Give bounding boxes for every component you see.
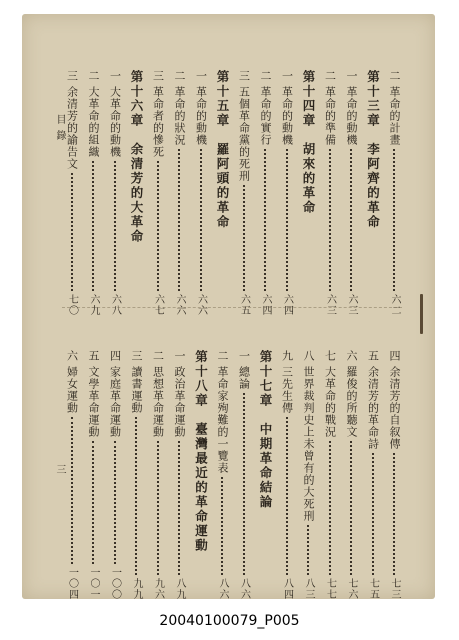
leader-dots [393, 453, 395, 575]
entry-page-number: 七六 [346, 578, 357, 600]
leader-dots [221, 477, 223, 575]
entry-title: 三先生傳 [280, 366, 294, 414]
toc-entry [257, 70, 273, 316]
entry-page-number: 六三 [346, 294, 357, 316]
toc-entry [386, 350, 402, 600]
leader-dots [71, 417, 73, 564]
entry-number: 九 [280, 350, 294, 362]
entry-title: 革命者的慘死 [151, 86, 165, 158]
leader-dots [243, 185, 245, 291]
entry-page-number: 八三 [303, 578, 314, 600]
toc-entry [236, 70, 252, 316]
chapter-heading: 第十七章 中期革命結論 [258, 350, 273, 510]
leader-dots [329, 149, 331, 291]
entry-title: 總論 [237, 366, 251, 390]
entry-number: 七 [323, 350, 337, 362]
entry-page-number: 七五 [367, 578, 379, 600]
entry-page-number: 六六 [174, 294, 185, 316]
entry-title: 讀書運動 [130, 366, 143, 414]
toc-entry [107, 350, 123, 600]
entry-page-number: 九六 [152, 578, 164, 600]
entry-page-number: 一〇四 [66, 567, 78, 600]
entry-page-number: 八六 [238, 578, 250, 600]
entry-title: 大革命的組織 [87, 86, 100, 158]
toc-entry [300, 350, 316, 600]
entry-page-number: 七七 [324, 578, 336, 600]
entry-number: 八 [302, 350, 315, 362]
leader-dots [350, 441, 352, 575]
leader-dots [393, 149, 395, 291]
toc-entry [343, 350, 359, 600]
book-page [22, 14, 435, 599]
entry-number: 四 [108, 350, 122, 362]
entry-title: 大革命的戰況 [323, 366, 337, 438]
chapter-heading: 第十四章 胡來的革命 [301, 70, 316, 215]
leader-dots [114, 161, 116, 291]
entry-number: 二 [173, 70, 186, 82]
entry-page-number: 八六 [217, 578, 228, 600]
toc-entry [214, 350, 230, 600]
entry-number: 一 [194, 70, 208, 82]
entry-page-number: 一〇一 [88, 567, 99, 600]
leader-dots [135, 417, 137, 575]
entry-number: 一 [237, 350, 251, 362]
entry-number: 二 [323, 70, 337, 82]
entry-title: 大革命的動機 [108, 86, 122, 158]
toc-entry [150, 70, 166, 316]
entry-page-number: 六四 [281, 294, 293, 316]
entry-number: 一 [173, 350, 186, 362]
toc-entry [322, 70, 338, 316]
leader-dots [71, 173, 73, 291]
leader-dots [157, 441, 159, 575]
entry-number: 二 [388, 70, 401, 82]
toc-entry [322, 350, 338, 600]
entry-number: 三 [151, 70, 165, 82]
entry-page-number: 八四 [281, 578, 293, 600]
page-fold-divider [62, 307, 402, 308]
toc-entry [85, 70, 101, 316]
leader-dots [264, 149, 266, 291]
entry-page-number: 六六 [195, 294, 207, 316]
entry-title: 革命家殉難的一覽表 [216, 366, 229, 474]
leader-dots [200, 149, 202, 291]
entry-title: 五個革命黨的死刑 [237, 86, 251, 182]
entry-title: 文學革命運動 [87, 366, 100, 438]
entry-number: 五 [87, 350, 100, 362]
entry-title: 余清芳的革命詩 [366, 366, 380, 450]
entry-number: 二 [259, 70, 272, 82]
toc-entry [85, 350, 101, 600]
entry-number: 四 [388, 350, 401, 362]
entry-page-number: 六二 [389, 294, 400, 316]
toc-entry [150, 350, 166, 600]
toc-entry [236, 350, 252, 600]
leader-dots [286, 417, 288, 575]
entry-title: 革命的動機 [194, 86, 208, 146]
chapter-heading: 第十五章 羅阿頭的革命 [215, 70, 230, 230]
toc-entry [386, 70, 402, 316]
toc-entry [279, 70, 295, 316]
entry-number: 六 [65, 350, 79, 362]
entry-number: 二 [87, 70, 100, 82]
leader-dots [372, 453, 374, 575]
leader-dots [92, 161, 94, 291]
toc-entry [343, 70, 359, 316]
entry-title: 余清芳的諭告文 [65, 86, 79, 170]
entry-title: 婦女運動 [65, 366, 79, 414]
entry-page-number: 六三 [324, 294, 336, 316]
side-page-number: 三 [54, 464, 65, 480]
entry-page-number: 六四 [260, 294, 271, 316]
toc-entry [279, 350, 295, 600]
entry-number: 五 [366, 350, 380, 362]
entry-number: 六 [345, 350, 358, 362]
leader-dots [157, 161, 159, 291]
leader-dots [307, 525, 309, 575]
entry-number: 二 [216, 350, 229, 362]
entry-title: 政治革命運動 [173, 366, 186, 438]
entry-title: 革命的動機 [345, 86, 358, 146]
leader-dots [350, 149, 352, 291]
leader-dots [178, 441, 180, 575]
entry-page-number: 七〇 [66, 294, 78, 316]
entry-title: 革命的準備 [323, 86, 337, 146]
entry-number: 二 [151, 350, 165, 362]
entry-number: 三 [237, 70, 251, 82]
toc-entry [171, 70, 187, 316]
leader-dots [178, 149, 180, 291]
entry-number: 三 [65, 70, 79, 82]
entry-title: 家庭革命運動 [108, 366, 122, 438]
entry-title: 革命的動機 [280, 86, 294, 146]
toc-entry [365, 350, 381, 600]
entry-page-number: 七三 [389, 578, 400, 600]
entry-title: 革命的實行 [259, 86, 272, 146]
entry-number: 一 [345, 70, 358, 82]
binding-staple [420, 294, 423, 334]
entry-title: 思想革命運動 [151, 366, 165, 438]
entry-page-number: 八九 [174, 578, 185, 600]
toc-entry [107, 70, 123, 316]
leader-dots [286, 149, 288, 291]
entry-page-number: 一〇〇 [109, 567, 121, 600]
toc-bottom-half [22, 314, 435, 599]
leader-dots [243, 393, 245, 575]
entry-page-number: 六五 [238, 294, 250, 316]
toc-entry [193, 70, 209, 316]
entry-title: 羅俊的所聽文 [345, 366, 358, 438]
entry-title: 世界裁判史上未曾有的大死刑 [302, 366, 315, 522]
entry-number: 一 [280, 70, 294, 82]
entry-number: 一 [108, 70, 122, 82]
entry-page-number: 六七 [152, 294, 164, 316]
chapter-heading: 第十三章 李阿齊的革命 [365, 70, 381, 230]
toc-entry [64, 70, 80, 316]
toc-entry [171, 350, 187, 600]
side-label-contents: 目錄 [54, 114, 65, 146]
entry-number: 三 [130, 350, 143, 362]
toc-top-half [22, 14, 435, 316]
entry-page-number: 六八 [109, 294, 121, 316]
leader-dots [114, 441, 116, 564]
entry-page-number: 九九 [131, 578, 142, 600]
chapter-heading: 第十八章 臺灣最近的革命運動 [193, 350, 209, 553]
chapter-heading: 第十六章 余清芳的大革命 [129, 70, 144, 244]
archive-id-caption: 20040100079_P005 [159, 613, 300, 629]
leader-dots [92, 441, 94, 564]
entry-title: 革命的計畫 [388, 86, 401, 146]
entry-title: 余清芳的自叙傳 [388, 366, 401, 450]
entry-page-number: 六九 [88, 294, 99, 316]
leader-dots [329, 441, 331, 575]
entry-title: 革命的狀況 [173, 86, 186, 146]
toc-entry [128, 350, 144, 600]
